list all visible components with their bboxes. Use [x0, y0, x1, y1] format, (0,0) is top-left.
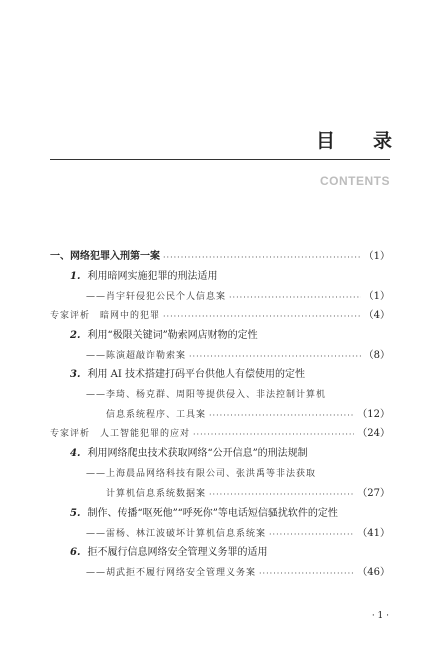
entry-subtitle-continued: 信息系统程序、工具案 — [106, 410, 207, 420]
toc-entry-sub-cont[interactable] — [106, 409, 390, 421]
page-number: （24） — [357, 428, 390, 439]
leader-dots — [209, 411, 354, 421]
entry-subtitle: ——陈演超敲诈勒索案 — [86, 351, 187, 361]
toc-entry-sub-cont[interactable] — [106, 488, 390, 500]
leader-dots — [209, 490, 354, 500]
contents-label: CONTENTS — [320, 174, 390, 188]
page-number: （8） — [363, 350, 390, 361]
leader-dots — [259, 569, 354, 579]
entry-title: 制作、传播“呕死他”“呼死你”等电话短信骚扰软件的定性 — [87, 508, 338, 519]
toc-entry-title[interactable] — [70, 448, 390, 460]
expert-comment-label: 专家评析 暗网中的犯罪 — [50, 311, 161, 321]
page-number: （12） — [357, 409, 390, 420]
entry-subtitle: ——胡武拒不履行网络安全管理义务案 — [86, 568, 257, 578]
toc-entry-sub[interactable] — [86, 350, 390, 362]
toc-entry-title[interactable] — [70, 271, 390, 283]
leader-dots — [189, 352, 361, 362]
leader-dots — [193, 430, 354, 440]
entry-title: 利用网络爬虫技术获取网络“公开信息”的刑法规制 — [87, 448, 308, 459]
entry-number: 4. — [70, 448, 81, 459]
chapter-title: 一、网络犯罪入刑第一案 — [50, 251, 160, 262]
page-title — [0, 126, 392, 153]
entry-subtitle-continued: 计算机信息系统数据案 — [106, 489, 207, 499]
toc-entry-sub[interactable] — [86, 389, 390, 401]
leader-dots — [269, 530, 354, 540]
toc-entry-title[interactable] — [70, 369, 390, 381]
entry-title: 利用“极限关键词”勒索网店财物的定性 — [87, 330, 258, 341]
toc-expert-comment[interactable] — [50, 428, 390, 440]
toc-entry-title[interactable] — [70, 508, 390, 520]
entry-subtitle: ——李琦、杨克群、周阳等提供侵入、非法控制计算机 — [86, 390, 327, 400]
entry-subtitle: ——肖宇轩侵犯公民个人信息案 — [86, 292, 227, 302]
page-number: （1） — [363, 291, 390, 302]
page-number: （41） — [357, 528, 390, 539]
toc-entry-sub[interactable] — [86, 291, 390, 303]
entry-subtitle: ——雷杨、林江波破坏计算机信息系统案 — [86, 529, 267, 539]
entry-title: 利用 AI 技术搭建打码平台供他人有偿使用的定性 — [87, 369, 305, 380]
page-number: （27） — [357, 488, 390, 499]
entry-number: 5. — [70, 508, 81, 519]
toc-chapter-row[interactable] — [50, 251, 390, 263]
entry-title: 拒不履行信息网络安全管理义务罪的适用 — [87, 547, 268, 558]
toc-entry-sub[interactable] — [86, 567, 390, 579]
title-rule — [50, 159, 390, 160]
title-char-1: 目 — [315, 130, 335, 152]
entry-number: 2. — [70, 330, 81, 341]
toc-entry-sub[interactable] — [86, 468, 390, 480]
leader-dots — [163, 312, 361, 322]
toc-entry-sub[interactable] — [86, 528, 390, 540]
entry-number: 3. — [70, 369, 81, 380]
page-folio: · 1 · — [371, 611, 389, 621]
page-number: （46） — [357, 567, 390, 578]
expert-comment-label: 专家评析 人工智能犯罪的应对 — [50, 429, 191, 439]
leader-dots — [229, 293, 361, 303]
title-char-2: 录 — [372, 130, 392, 152]
leader-dots — [163, 253, 361, 263]
toc-entry-title[interactable] — [70, 547, 390, 559]
entry-number: 1. — [70, 271, 81, 282]
entry-subtitle: ——上海晨品网络科技有限公司、张洪禹等非法获取 — [86, 469, 317, 479]
page-number: （1） — [363, 251, 390, 262]
page-number: （4） — [363, 310, 390, 321]
toc-expert-comment[interactable] — [50, 310, 390, 322]
entry-title: 利用暗网实施犯罪的刑法适用 — [87, 271, 218, 282]
toc-entry-title[interactable] — [70, 330, 390, 342]
entry-number: 6. — [70, 547, 81, 558]
